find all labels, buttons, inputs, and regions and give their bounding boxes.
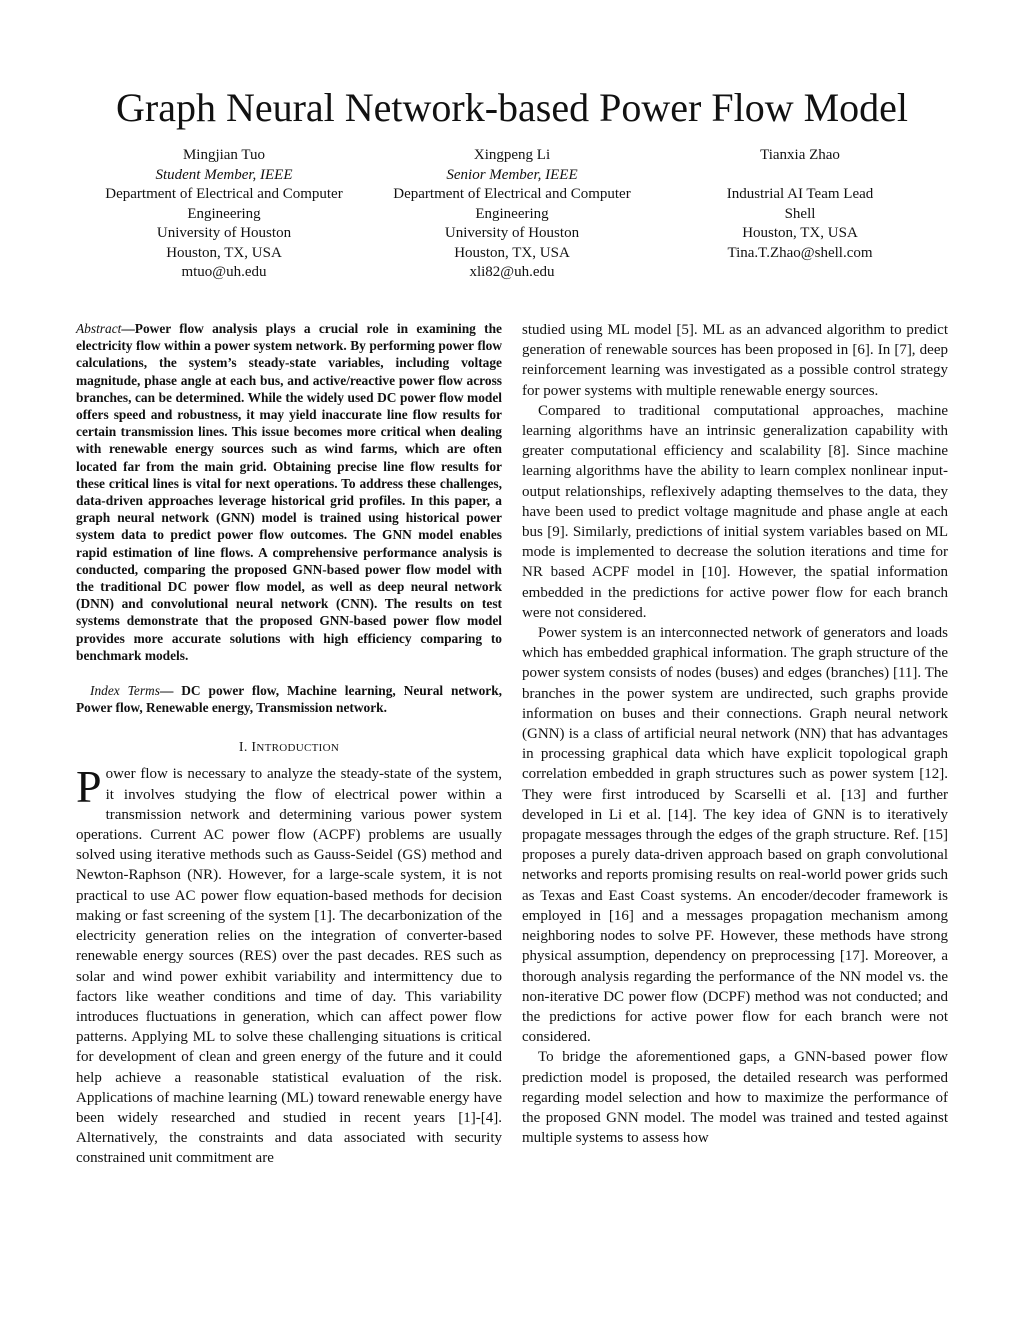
author-dept-line2: Engineering <box>475 205 549 222</box>
author-name: Xingpeng Li <box>473 147 551 163</box>
author-email: xli82@uh.edu <box>469 264 555 280</box>
paragraph: Power system is an interconnected network of generators and loads which has embedded graphical information. The graph structure of the power system consists of nodes (buses) and edges (branches) [11]. The branches in the power system are undirected, such graphs provide information on buses and their connections. Graph neural network (GNN) is a class of artificial neural network (NN) that has advantages in processing graphical data which have explicit topological graph correlation embedded in graph structures such as power system [12]. They were first introduced by Scarselli et al. [13] and further developed in Li et al. [14]. The key idea of GNN is to iteratively propagate messages through the edges of the graph structure. Ref. [15] proposes a purely data-driven approach based on graph convolutional networks and reports promising results on real-world power grids such as Texas and East Coast systems. An encoder/decoder framework is employed in [16] and a messages propagation mechanism among neighboring nodes to solve PF. However, these methods have strong physical assumption, dependency on preprocessing [17]. Moreover, a thorough analysis regarding the performance of the NN model vs. the non-iterative DC power flow (DCPF) method was not conducted; and the predictions for active power flow for each branch were not considered. <box>522 625 948 1046</box>
author-name: Tianxia Zhao <box>760 147 840 163</box>
author-institution: University of Houston <box>444 225 580 241</box>
author-institution: Shell <box>784 205 816 222</box>
author-email: Tina.T.Zhao@shell.com <box>727 244 873 261</box>
author-name: Mingjian Tuo <box>182 147 266 163</box>
paragraph: Compared to traditional computational approaches, machine learning algorithms have an intrinsic generalization capability with greater computational efficiency and scalability [8]. Since machine learning algorithms have the ability to learn complex nonlinear input-output relationships, reflexively adapting themselves to the data, they have been used to predict voltage magnitude and phase angle at each bus [9]. Similarly, predictions of initial system variables based on ML mode is implemented to decrease the solution iterations and time for NR based ACPF model in [10]. However, the spatial information embedded in the predictions for active power flow for each branch were not considered. <box>522 402 948 621</box>
left-column <box>76 320 502 1169</box>
author-dept-line2: Engineering <box>187 205 261 222</box>
paragraph-continued: studied using ML model [5]. ML as an advanced algorithm to predict generation of renewable sources has been proposed in [6]. In [7], deep reinforcement learning was investigated as a possible control strategy for power systems with multiple renewable energy sources. <box>522 322 948 399</box>
author-role: Industrial AI Team Lead <box>726 186 874 202</box>
author-role: Student Member, IEEE <box>155 166 293 183</box>
paper-title: Graph Neural Network-based Power Flow Model <box>115 85 909 130</box>
author-location: Houston, TX, USA <box>742 225 858 241</box>
author-spacer <box>650 166 950 186</box>
author-role: Senior Member, IEEE <box>446 166 578 183</box>
abstract-text: —Power flow analysis plays a crucial role in examining the electricity flow within a power system network. By performing power flow calculations, the system’s steady-state variables, including voltage magnitude, phase angle at each bus, and active/reactive power flow across branches, can be determined. While the widely used DC power flow model offers speed and robustness, it may yield inaccurate line flow results for certain transmission lines. This issue becomes more critical when dealing with renewable energy sources such as wind farms, which are often located far from the main grid. Obtaining precise line flow results for these critical lines is vital for next operations. To address these challenges, data-driven approaches leverage historical grid profiles. In this paper, a graph neural network (GNN) model is trained using historical power system data to predict power flow outcomes. The GNN model enables rapid estimation of line flows. A comprehensive performance analysis is conducted, comparing the proposed GNN-based power flow model with the traditional DC power flow model, as well as deep neural network (DNN) and convolutional neural network (CNN). The results on test systems demonstrate that the proposed GNN-based power flow model provides more accurate solutions with high efficiency comparing to benchmark models. <box>76 321 502 663</box>
paragraph: To bridge the aforementioned gaps, a GNN-based power flow prediction model is proposed, the detailed research was performed regarding model selection and how to maximize the performance of the proposed GNN model. The model was trained and tested against multiple systems to assess how <box>522 1049 948 1147</box>
author-block-2 <box>362 146 662 283</box>
section-initial: I <box>251 740 257 756</box>
author-email: mtuo@uh.edu <box>181 264 267 280</box>
author-location: Houston, TX, USA <box>166 244 282 261</box>
author-dept-line1: Department of Electrical and Computer <box>393 186 631 202</box>
section-title-rest: NTRODUCTION <box>256 742 340 755</box>
right-column <box>522 320 948 1148</box>
intro-text: ower flow is necessary to analyze the steady-state of the system, it involves studying the flow of electrical power within a transmission network and determining various power system operations. Current AC power flow (ACPF) problems are usually solved using iterative methods such as Gauss-Seidel (GS) method and Newton-Raphson (NR). However, for a large-scale system, it is not practical to use AC power flow equation-based methods for decision making or fast screening of the system [1]. The decarbonization of the electricity generation relies on the integration of converter-based renewable energy sources (RES) over the past decades. RES such as solar and wind power exhibit variability and intermittency due to factors like weather conditions and time of day. This variability introduces fluctuations in generation, which can affect power flow patterns. Applying ML to solve these challenging situations is critical for development of clean and green energy of the future and it could help achieve a reasonable statistical evaluation of the risk. Applications of machine learning (ML) toward renewable energy have been widely researched and studied in recent years [1]-[4]. Alternatively, the constraints and data associated with security constrained unit commitment are <box>76 766 502 1167</box>
abstract <box>76 320 502 664</box>
index-terms-lead: Index Terms <box>90 683 160 699</box>
drop-cap: P <box>76 761 102 813</box>
author-block-1 <box>74 146 374 283</box>
index-terms-text: — DC power flow, Machine learning, Neural network, Power flow, Renewable energy, Transmission network. <box>76 683 502 716</box>
author-dept-line1: Department of Electrical and Computer <box>105 186 343 202</box>
author-block-3 <box>650 146 950 263</box>
section-heading-introduction <box>76 740 502 756</box>
section-numeral: I. <box>238 740 252 756</box>
author-location: Houston, TX, USA <box>454 244 570 261</box>
author-institution: University of Houston <box>156 225 292 241</box>
index-terms <box>76 682 502 716</box>
abstract-lead: Abstract <box>76 321 122 336</box>
intro-paragraph <box>76 761 502 1168</box>
